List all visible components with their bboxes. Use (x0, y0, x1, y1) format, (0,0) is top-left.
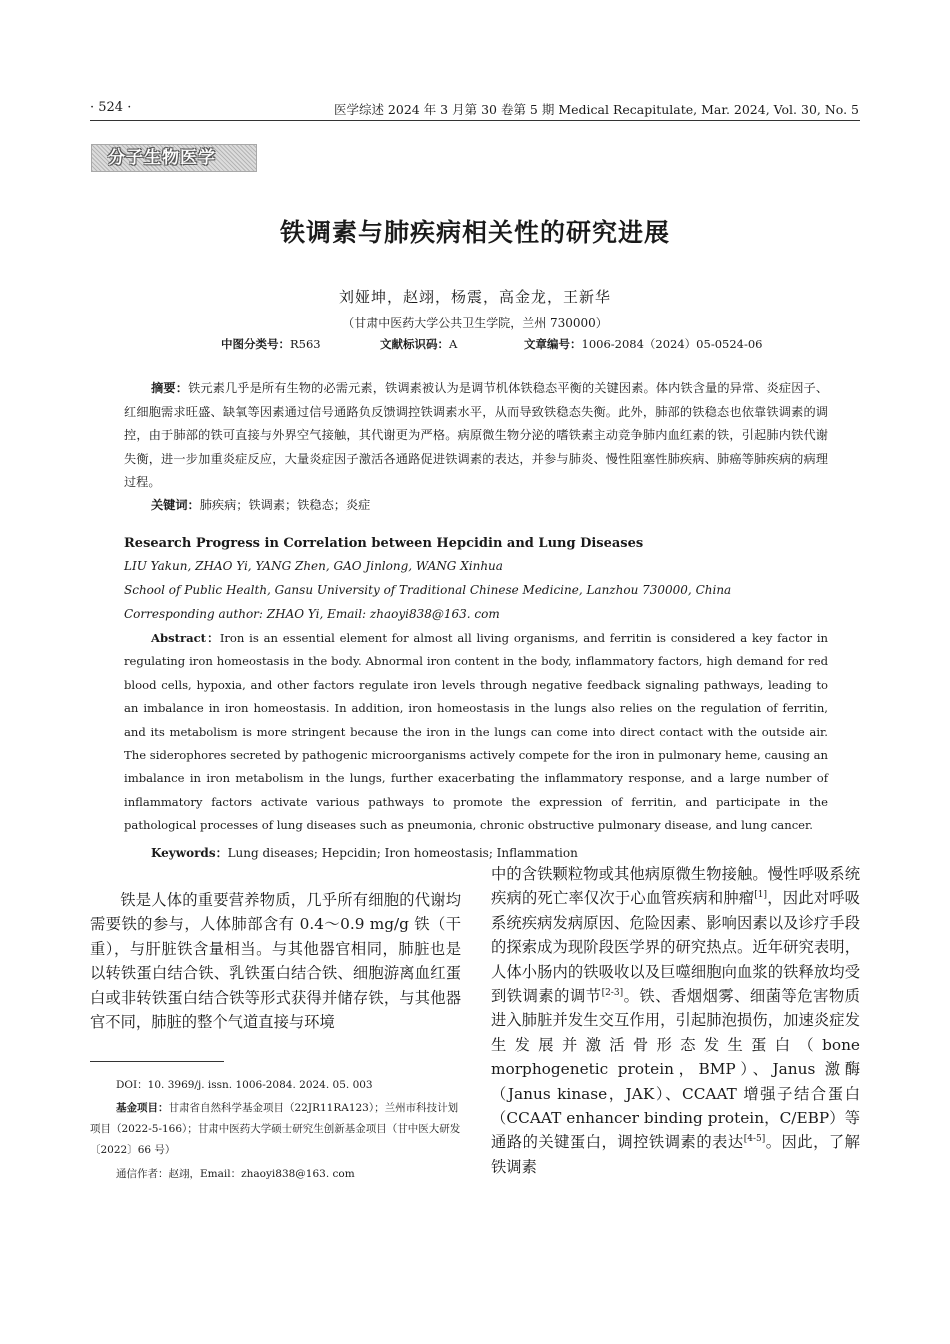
english-abstract-text: Iron is an essential element for almost all living organisms, and ferritin is considered a key factor in regulating iron homeostasis in the body. Abnormal iron content in the body, inflammatory factors, high demand for red blood cells, hypoxia, and other factors regulate iron levels through negative feedback signaling pathways, leading to an imbalance in iron homeostasis. In addition, iron homeostasis in the lungs also relies on the regulation of ferritin, and its metabolism is more stringent because the iron in the lungs can come into direct contact with the outside air. The siderophores secreted by pathogenic microorganisms actively compete for the iron in pulmonary heme, causing an imbalance in iron metabolism in the lungs, further exacerbating the inflammatory response, and a large number of inflammatory factors activate various pathways to promote the expression of ferritin, and participate in the pathological processes of lung diseases such as pneumonia, chronic obstructive pulmonary disease, and lung cancer. (124, 631, 828, 833)
english-keywords: Keywords：Lung diseases; Hepcidin; Iron homeostasis; Inflammation (151, 846, 578, 860)
english-corresponding: Corresponding author: ZHAO Yi, Email: zhaoyi838@163. com (124, 607, 500, 621)
english-abstract (124, 627, 828, 838)
english-abstract-label: Abstract： (151, 631, 220, 645)
section-tag (91, 144, 257, 172)
english-title: Research Progress in Correlation between Hepcidin and Lung Diseases (124, 536, 644, 551)
footnote-corresponding: 通信作者：赵翊，Email：zhaoyi838@163. com (116, 1168, 355, 1180)
english-authors: LIU Yakun, ZHAO Yi, YANG Zhen, GAO Jinlong, WANG Xinhua (124, 559, 503, 573)
article-title: 铁调素与肺疾病相关性的研究进展 (279, 218, 670, 247)
chinese-abstract-label: 摘要： (151, 381, 189, 395)
footnote-fund: 基金项目：甘肃省自然科学基金项目（22JR11RA123）；兰州市科技计划项目（2022-5-166）；甘肃中医药大学硕士研究生创新基金项目（甘中医大研发〔2022〕66 号） (90, 1102, 461, 1156)
chinese-abstract (124, 377, 828, 495)
clc-number: 中图分类号：R563 (221, 337, 321, 351)
author-list: 刘娅坤，赵翊，杨震，高金龙，王新华 (338, 288, 611, 306)
section-tag-label: 分子生物医学 (108, 148, 216, 168)
article-number: 文章编号：1006-2084（2024）05-0524-06 (524, 337, 763, 351)
chinese-keywords: 关键词：肺疾病；铁调素；铁稳态；炎症 (151, 498, 371, 512)
header-rule (90, 120, 860, 121)
footnote-rule (90, 1061, 224, 1062)
body-right-column: 中的含铁颗粒物或其他病原微生物接触。慢性呼吸系统疾病的死亡率仅次于心血管疾病和肿瘤[1]，因此对呼吸系统疾病发病原因、危险因素、影响因素以及诊疗手段的探索成为现阶段医学界的研究热点。近年研究表明，人体小肠内的铁吸收以及巨噬细胞向血浆的铁释放均受到铁调素的调节[2-3]。铁、香烟烟雾、细菌等危害物质进入肺脏并发生交互作用，引起肺泡损伤，加速炎症发生发展并激活骨形态发生蛋白（bone morphogenetic protein，BMP）、Janus 激酶（Janus kinase，JAK）、CCAAT 增强子结合蛋白（CCAAT enhancer binding protein，C/EBP）等通路的关键蛋白，调控铁调素的表达[4-5]。因此，了解铁调素 (491, 865, 860, 1176)
affiliation: （甘肃中医药大学公共卫生学院，兰州 730000） (342, 316, 608, 330)
citation-ref: [4-5] (743, 1134, 766, 1145)
chinese-abstract-text: 铁元素几乎是所有生物的必需元素，铁调素被认为是调节机体铁稳态平衡的关键因素。体内铁含量的异常、炎症因子、红细胞需求旺盛、缺氧等因素通过信号通路负反馈调控铁调素水平，从而导致铁稳态失衡。此外，肺部的铁稳态也依靠铁调素的调控，由于肺部的铁可直接与外界空气接触，其代谢更为严格。病原微生物分泌的嗜铁素主动竞争肺内血红素的铁，引起肺内铁代谢失衡，进一步加重炎症反应，大量炎症因子激活各通路促进铁调素的表达，并参与肺炎、慢性阻塞性肺疾病、肺癌等肺疾病的病理过程。 (124, 381, 829, 489)
citation-ref: [2-3] (601, 987, 624, 998)
citation-ref: [1] (754, 890, 768, 901)
english-affiliation: School of Public Health, Gansu University of Traditional Chinese Medicine, Lanzhou 730000, China (124, 583, 732, 597)
body-left-column: 铁是人体的重要营养物质，几乎所有细胞的代谢均需要铁的参与，人体肺部含有 0.4～0.9 mg/g 铁（干重），与肝脏铁含量相当。与其他器官相同，肺脏也是以转铁蛋白结合铁、乳铁蛋白结合铁、细胞游离血红蛋白或非转铁蛋白结合铁等形式获得并储存铁，与其他器官不同，肺脏的整个气道直接与环境 (90, 891, 461, 1032)
footnote-doi: DOI：10. 3969/j. issn. 1006-2084. 2024. 05. 003 (116, 1079, 373, 1091)
running-header: 医学综述 2024 年 3 月第 30 卷第 5 期 Medical Recapitulate, Mar. 2024, Vol. 30, No. 5 (333, 102, 859, 117)
page-number: · 524 · (90, 100, 132, 115)
doc-code: 文献标识码：A (380, 337, 458, 351)
